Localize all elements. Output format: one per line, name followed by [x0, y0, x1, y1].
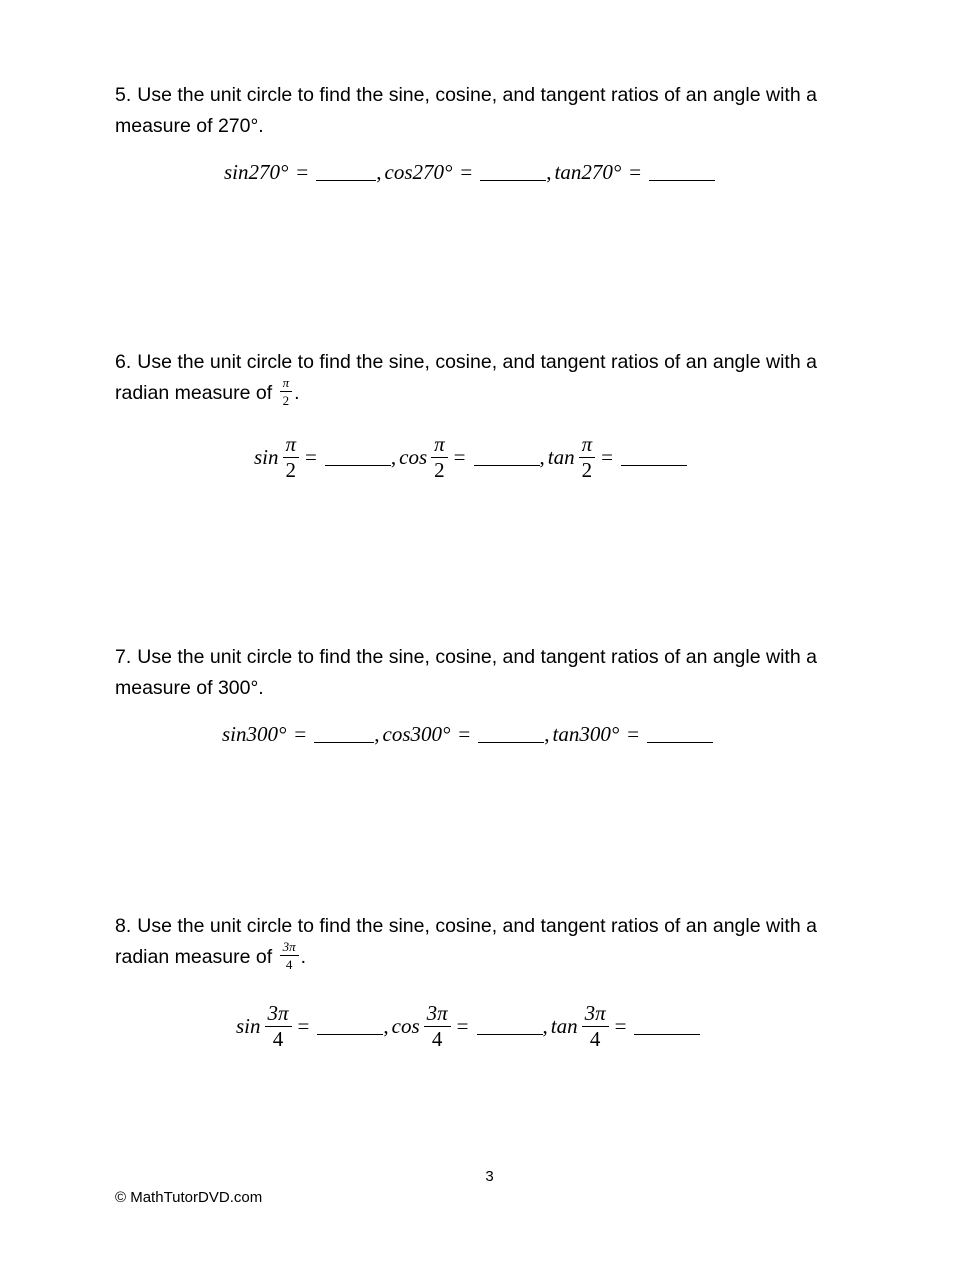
copyright-notice: © MathTutorDVD.com	[115, 1189, 263, 1206]
tan-label: tan270°	[554, 160, 622, 184]
sin-answer-blank[interactable]	[316, 180, 376, 181]
problem-7-prompt	[115, 642, 875, 704]
problem-5-equation	[224, 160, 715, 185]
equals-sign: =	[294, 722, 307, 746]
cos-label: cos270°	[384, 160, 453, 184]
tan-answer-blank[interactable]	[647, 742, 713, 743]
cos-answer-blank[interactable]	[480, 180, 546, 181]
comma: ,	[374, 722, 380, 746]
prompt-line-2: radian measure of	[115, 382, 273, 404]
angle-fraction	[431, 434, 448, 481]
tan-label: tan	[550, 1014, 578, 1038]
tan-answer-blank[interactable]	[634, 1034, 700, 1035]
fraction-denominator: 2	[581, 458, 593, 482]
comma: ,	[542, 1014, 548, 1038]
prompt-line-2: measure of 300°.	[115, 677, 264, 699]
equals-sign: =	[460, 160, 473, 184]
prompt-period: .	[294, 382, 300, 404]
equals-sign: =	[305, 445, 317, 469]
problem-6-equation	[254, 434, 687, 481]
equals-sign: =	[601, 445, 613, 469]
problem-number: 7.	[115, 646, 132, 668]
fraction-numerator: π	[280, 376, 293, 392]
equals-sign: =	[627, 722, 640, 746]
sin-answer-blank[interactable]	[314, 742, 374, 743]
problem-7	[115, 642, 875, 704]
fraction-numerator: π	[283, 434, 300, 458]
inline-fraction	[280, 376, 293, 407]
tan-label: tan300°	[552, 722, 620, 746]
problem-6-prompt	[115, 347, 875, 409]
tan-answer-blank[interactable]	[621, 465, 687, 466]
problem-8	[115, 911, 875, 973]
comma: ,	[390, 445, 397, 469]
cos-label: cos	[391, 1014, 420, 1038]
equals-sign: =	[296, 160, 309, 184]
prompt-line-1: Use the unit circle to find the sine, cosine, and tangent ratios of an angle with a	[137, 646, 817, 668]
prompt-line-2: measure of 270°.	[115, 115, 264, 137]
equals-sign: =	[453, 445, 466, 469]
problem-7-equation	[222, 722, 713, 747]
fraction-denominator: 4	[285, 957, 293, 973]
angle-fraction	[283, 434, 300, 481]
comma: ,	[376, 160, 382, 184]
sin-answer-blank[interactable]	[325, 465, 391, 466]
equals-sign: =	[458, 722, 471, 746]
comma: ,	[383, 1014, 389, 1038]
angle-fraction	[579, 434, 596, 481]
prompt-line-1: Use the unit circle to find the sine, cosine, and tangent ratios of an angle with a	[137, 915, 817, 937]
fraction-denominator: 4	[272, 1027, 284, 1051]
problem-number: 8.	[115, 915, 132, 937]
fraction-numerator: π	[431, 434, 448, 458]
angle-fraction	[424, 1003, 451, 1050]
page-number: 3	[485, 1168, 494, 1185]
sin-label: sin	[236, 1014, 261, 1038]
problem-5-prompt	[115, 80, 875, 142]
fraction-denominator: 2	[434, 458, 445, 482]
comma: ,	[544, 722, 550, 746]
prompt-line-1: Use the unit circle to find the sine, cosine, and tangent ratios of an angle with a	[137, 84, 817, 106]
sin-answer-blank[interactable]	[317, 1034, 383, 1035]
fraction-denominator: 2	[282, 393, 290, 409]
fraction-numerator: 3π	[280, 940, 299, 956]
prompt-line-2: radian measure of	[115, 946, 273, 968]
sin-label: sin270°	[224, 160, 289, 184]
problem-6	[115, 347, 875, 409]
equals-sign: =	[614, 1014, 627, 1038]
fraction-numerator: π	[579, 434, 596, 458]
cos-answer-blank[interactable]	[478, 742, 544, 743]
tan-answer-blank[interactable]	[649, 180, 715, 181]
fraction-denominator: 4	[431, 1027, 443, 1051]
cos-label: cos300°	[382, 722, 451, 746]
sin-label: sin	[254, 445, 279, 469]
tan-label: tan	[547, 445, 575, 469]
comma: ,	[546, 160, 552, 184]
angle-fraction	[265, 1003, 292, 1050]
cos-answer-blank[interactable]	[477, 1034, 543, 1035]
inline-fraction	[280, 940, 299, 971]
prompt-period: .	[300, 946, 307, 968]
fraction-numerator: 3π	[424, 1003, 451, 1027]
problem-5	[115, 80, 875, 142]
fraction-denominator: 4	[589, 1027, 601, 1051]
problem-number: 5.	[115, 84, 132, 106]
fraction-denominator: 2	[285, 458, 297, 482]
problem-8-equation	[236, 1003, 700, 1050]
fraction-numerator: 3π	[265, 1003, 292, 1027]
problem-8-prompt	[115, 911, 875, 973]
sin-label: sin300°	[222, 722, 287, 746]
equals-sign: =	[629, 160, 642, 184]
prompt-line-1: Use the unit circle to find the sine, cosine, and tangent ratios of an angle with a	[137, 351, 817, 373]
equals-sign: =	[297, 1014, 310, 1038]
angle-fraction	[582, 1003, 609, 1050]
cos-answer-blank[interactable]	[474, 465, 540, 466]
fraction-numerator: 3π	[582, 1003, 609, 1027]
problem-number: 6.	[115, 351, 132, 373]
equals-sign: =	[456, 1014, 469, 1038]
cos-label: cos	[399, 445, 428, 469]
comma: ,	[539, 445, 545, 469]
